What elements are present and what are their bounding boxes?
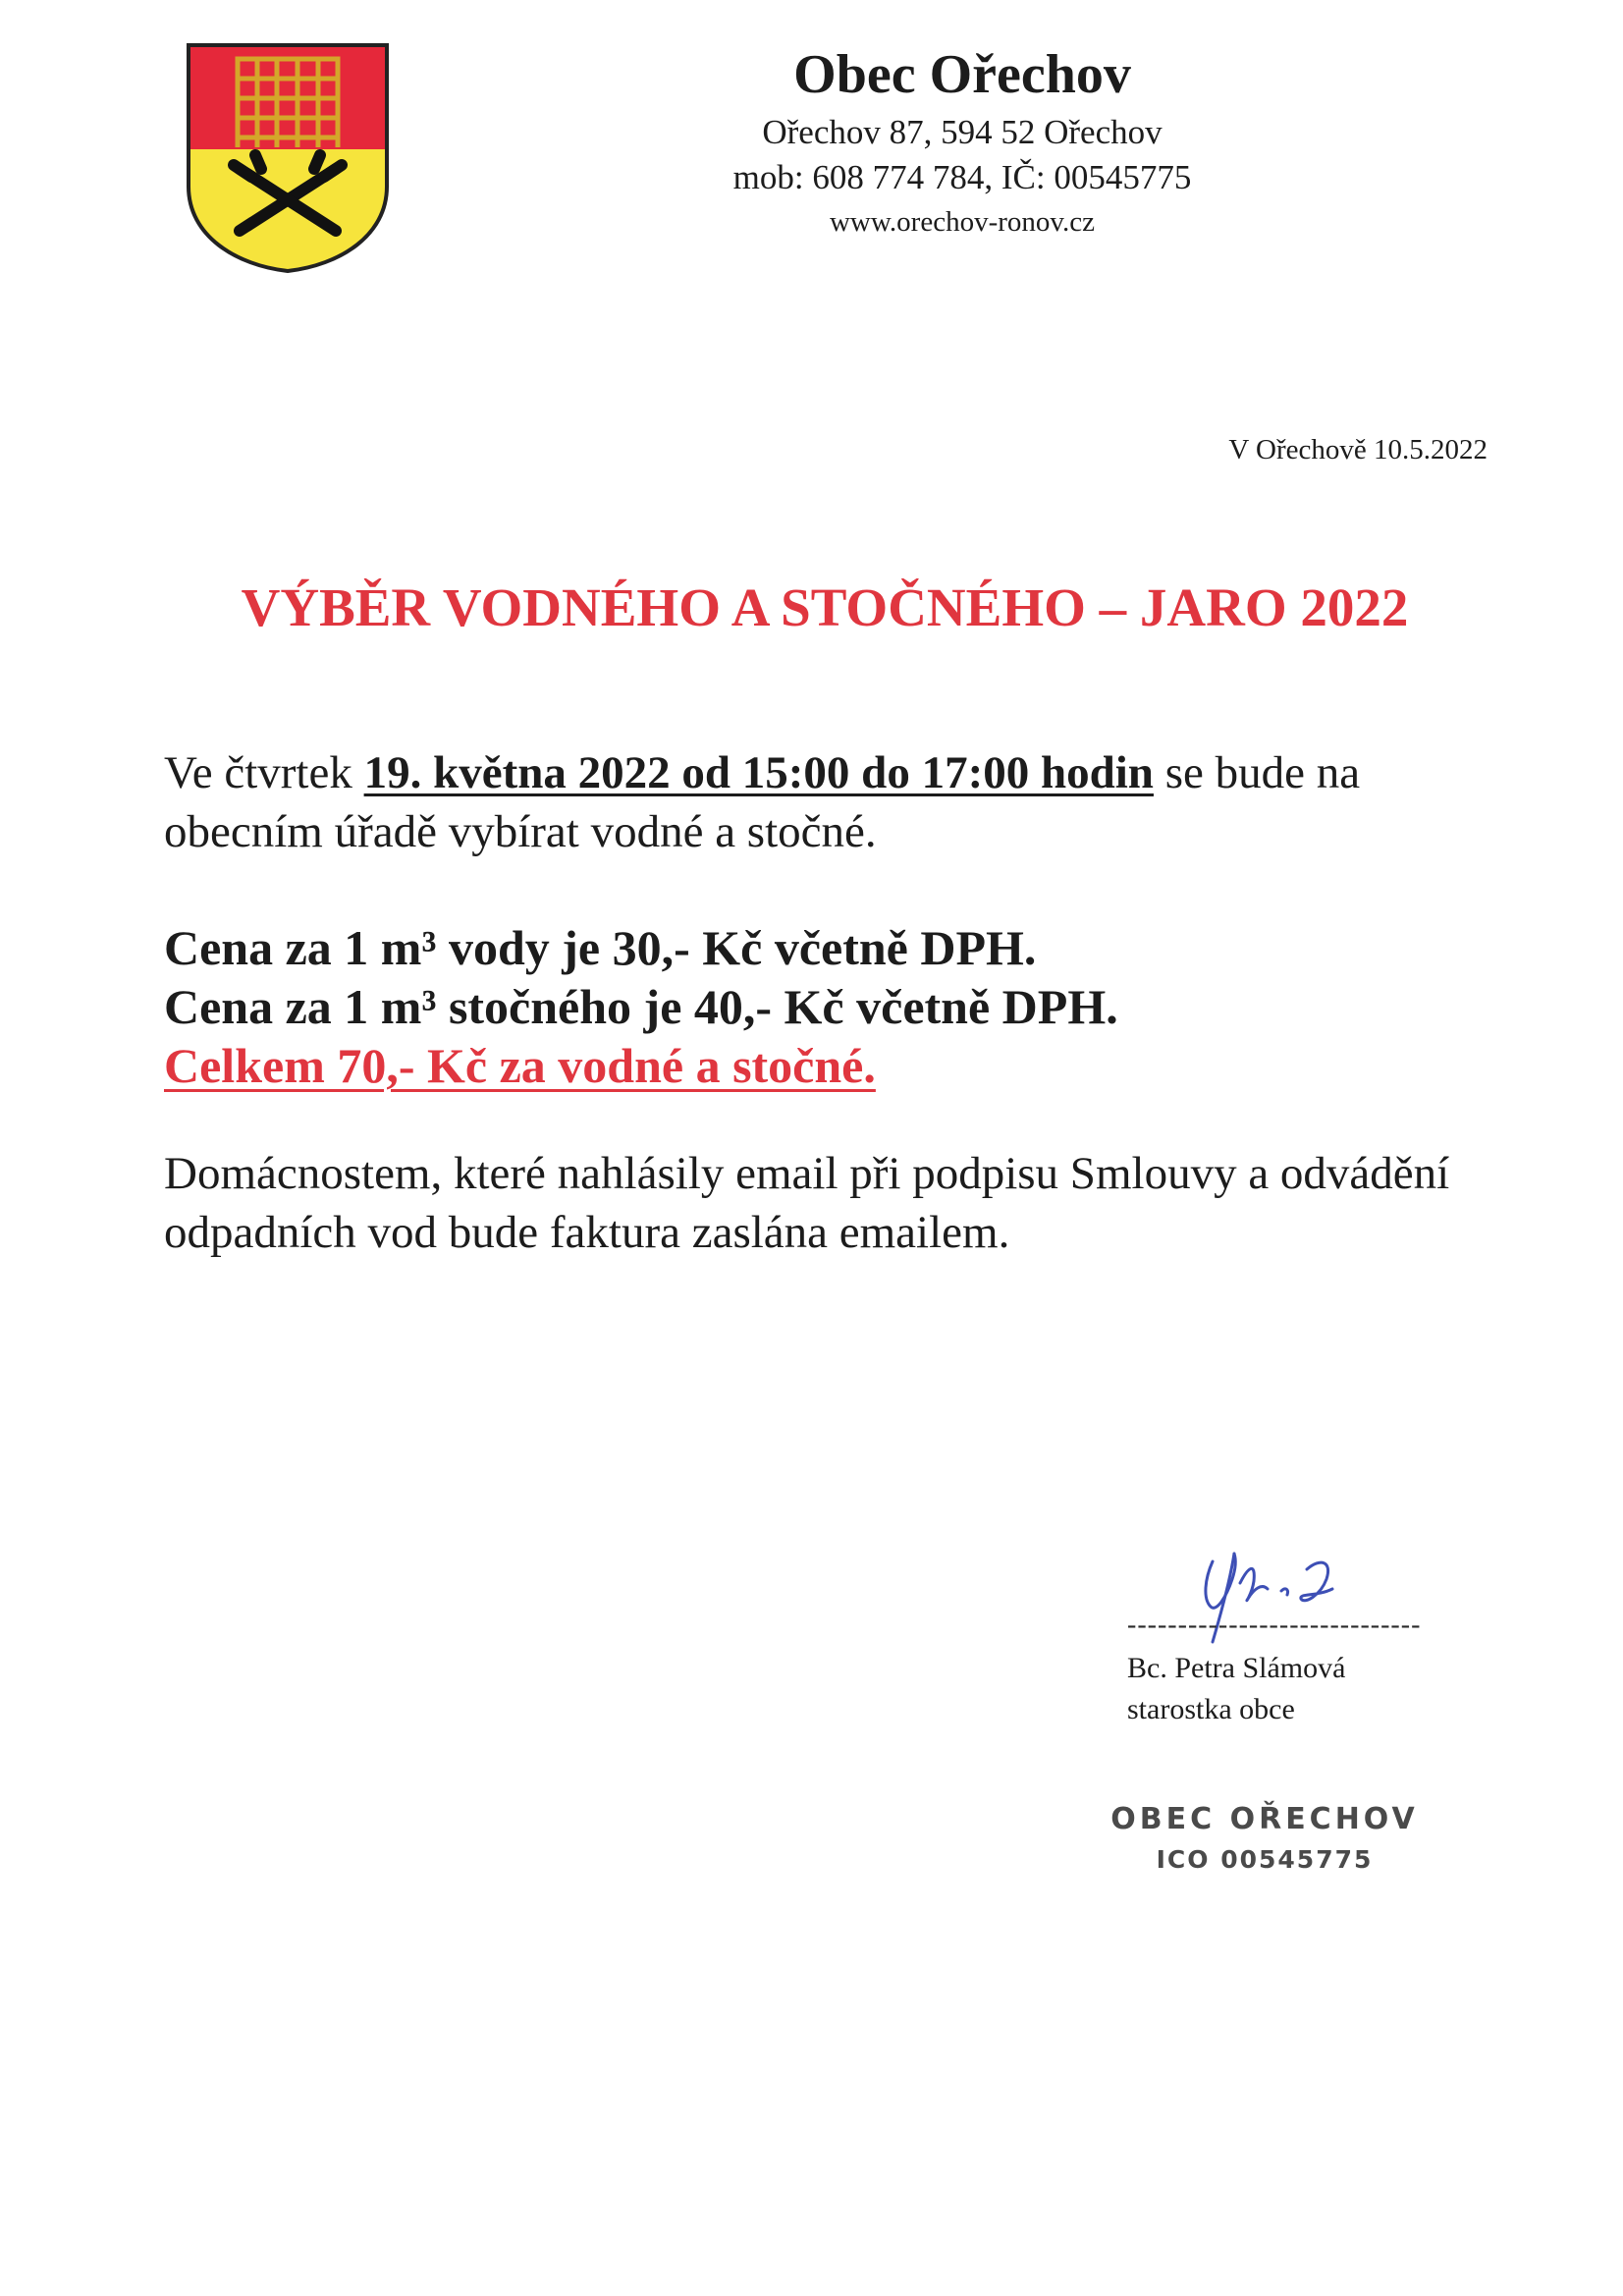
collection-datetime: 19. května 2022 od 15:00 do 17:00 hodin: [363, 747, 1154, 798]
address: Ořechov 87, 594 52 Ořechov: [762, 113, 1163, 151]
sewage-price: Cena za 1 m³ stočného je 40,- Kč včetně DPH.: [164, 979, 1118, 1034]
signatory-name: Bc. Petra Slámová: [1127, 1652, 1346, 1684]
signature-line: -----------------------------: [1127, 1610, 1422, 1640]
document-date: V Ořechově 10.5.2022: [1228, 434, 1488, 465]
coat-of-arms-icon: [183, 39, 393, 275]
municipality-name: Obec Ořechov: [793, 44, 1131, 105]
signatory-role: starostka obce: [1127, 1693, 1295, 1725]
contact-info: mob: 608 774 784, IČ: 00545775: [732, 158, 1192, 196]
stamp-ico: ICO 00545775: [1156, 1845, 1374, 1874]
total-price: [164, 1036, 1499, 1095]
water-price: Cena za 1 m³ vody je 30,- Kč včetně DPH.: [164, 920, 1037, 975]
stamp-name: OBEC OŘECHOV: [1110, 1802, 1419, 1836]
notice-title: VÝBĚR VODNÉHO A STOČNÉHO – JARO 2022: [241, 577, 1409, 637]
signatory: [1127, 1648, 1345, 1730]
intro-prefix: Ve čtvrtek: [164, 747, 364, 798]
intro-suffix: se bude na obecním úřadě vybírat vodné a stočné.: [164, 747, 1361, 857]
intro-paragraph: [164, 743, 1499, 861]
total-price-text: Celkem 70,- Kč za vodné a stočné.: [164, 1038, 876, 1093]
notice-body: [164, 743, 1499, 1262]
website: www.orechov-ronov.cz: [829, 206, 1096, 238]
email-invoice-note: Domácnostem, které nahlásily email při podpisu Smlouvy a odvádění odpadních vod bude faktura zaslána emailem.: [164, 1148, 1450, 1258]
official-stamp: [1098, 1799, 1432, 1880]
letterhead: [628, 39, 1296, 244]
